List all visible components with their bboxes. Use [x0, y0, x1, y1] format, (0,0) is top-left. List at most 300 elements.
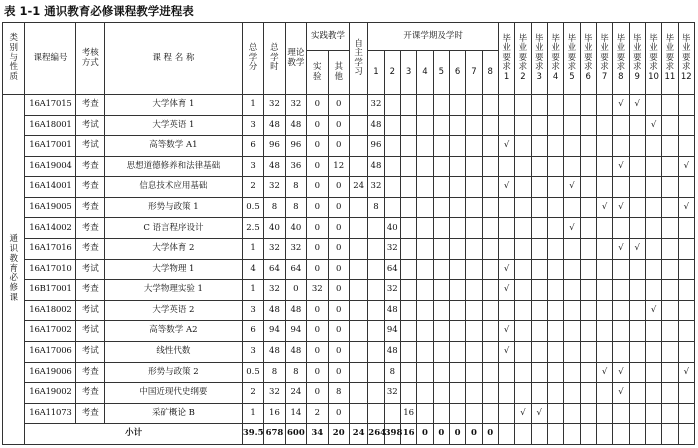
requirement-9-check	[629, 341, 645, 362]
header-assessment: 考核方式	[76, 23, 105, 95]
total-hours: 40	[264, 218, 285, 239]
total-hours: 8	[264, 197, 285, 218]
total-hours: 48	[264, 341, 285, 362]
self-study-hours	[349, 300, 367, 321]
semester-1-hours	[368, 280, 384, 301]
semester-8-hours	[482, 177, 498, 198]
semester-6-hours	[449, 321, 465, 342]
requirement-2-check	[515, 156, 531, 177]
requirement-8-check: √	[613, 95, 629, 116]
semester-5-hours	[433, 95, 449, 116]
other-hours: 0	[328, 239, 349, 260]
semester-4-hours	[417, 156, 433, 177]
experiment-hours: 2	[307, 403, 328, 424]
requirement-8-check	[613, 280, 629, 301]
requirement-12-check	[678, 300, 694, 321]
requirement-4-check	[547, 136, 563, 157]
requirement-3-check	[531, 115, 547, 136]
course-code: 16A19006	[25, 362, 76, 383]
assessment-type: 考试	[76, 115, 105, 136]
requirement-9-check	[629, 156, 645, 177]
semester-5-hours	[433, 136, 449, 157]
semester-6-hours	[449, 280, 465, 301]
total-credit: 2	[242, 383, 263, 404]
assessment-type: 考查	[76, 403, 105, 424]
requirement-6-check	[580, 321, 596, 342]
requirement-1-check	[498, 239, 514, 260]
requirement-4-check	[547, 300, 563, 321]
theory-hours: 8	[285, 177, 306, 198]
semester-2-hours	[384, 403, 400, 424]
header-sem-5: 5	[433, 51, 449, 95]
semester-6-hours	[449, 197, 465, 218]
semester-4-hours	[417, 115, 433, 136]
requirement-11-check	[662, 115, 678, 136]
course-name: 大学物理实验 1	[105, 280, 243, 301]
theory-hours: 36	[285, 156, 306, 177]
semester-1-hours	[368, 341, 384, 362]
table-row	[3, 239, 695, 260]
requirement-8-check	[613, 300, 629, 321]
semester-5-hours	[433, 177, 449, 198]
total-credit: 3	[242, 341, 263, 362]
requirement-7-check	[596, 403, 612, 424]
requirement-7-check	[596, 300, 612, 321]
experiment-hours: 0	[307, 383, 328, 404]
semester-2-hours-sum: 398	[384, 424, 400, 445]
requirement-4-check	[547, 115, 563, 136]
total-hours: 48	[264, 115, 285, 136]
experiment-hours: 0	[307, 362, 328, 383]
assessment-type: 考试	[76, 341, 105, 362]
semester-7-hours	[466, 321, 482, 342]
other-hours: 0	[328, 95, 349, 116]
requirement-5-check	[564, 341, 580, 362]
semester-6-hours	[449, 177, 465, 198]
header-sem-4: 4	[417, 51, 433, 95]
header-row-1	[3, 23, 695, 51]
semester-8-hours	[482, 218, 498, 239]
requirement-6-check	[580, 341, 596, 362]
table-row	[3, 300, 695, 321]
requirement-11-total-empty	[662, 424, 678, 445]
requirement-7-check	[596, 341, 612, 362]
assessment-type: 考查	[76, 197, 105, 218]
requirement-6-total-empty	[580, 424, 596, 445]
semester-8-hours	[482, 362, 498, 383]
total-credit: 1	[242, 280, 263, 301]
semester-5-hours	[433, 197, 449, 218]
total-credit: 0.5	[242, 197, 263, 218]
header-experiment: 实验	[307, 51, 328, 95]
self-study-hours	[349, 136, 367, 157]
semester-3-hours	[400, 362, 416, 383]
other-hours: 0	[328, 177, 349, 198]
semester-6-hours	[449, 362, 465, 383]
requirement-2-check	[515, 362, 531, 383]
requirement-12-check	[678, 218, 694, 239]
semester-3-hours	[400, 156, 416, 177]
requirement-9-total-empty	[629, 424, 645, 445]
semester-1-hours	[368, 383, 384, 404]
course-code: 16A11073	[25, 403, 76, 424]
semester-3-hours: 16	[400, 403, 416, 424]
theory-hours: 94	[285, 321, 306, 342]
requirement-2-check	[515, 280, 531, 301]
semester-8-hours	[482, 259, 498, 280]
experiment-hours: 32	[307, 280, 328, 301]
requirement-8-check: √	[613, 156, 629, 177]
requirement-8-check	[613, 218, 629, 239]
course-code: 16A18001	[25, 115, 76, 136]
theory-hours: 40	[285, 218, 306, 239]
course-code: 16A18002	[25, 300, 76, 321]
semester-5-hours	[433, 239, 449, 260]
semester-5-hours	[433, 156, 449, 177]
total-row	[3, 424, 695, 445]
requirement-1-check: √	[498, 280, 514, 301]
experiment-hours: 0	[307, 239, 328, 260]
requirement-2-check	[515, 115, 531, 136]
requirement-6-check	[580, 259, 596, 280]
semester-8-hours	[482, 197, 498, 218]
requirement-4-check	[547, 156, 563, 177]
total-credit: 4	[242, 259, 263, 280]
requirement-10-check	[645, 197, 661, 218]
header-course-code: 课程编号	[25, 23, 76, 95]
semester-2-hours: 8	[384, 362, 400, 383]
requirement-11-check	[662, 95, 678, 116]
other-hours: 0	[328, 280, 349, 301]
semester-7-hours	[466, 115, 482, 136]
requirement-9-check	[629, 259, 645, 280]
other-hours: 0	[328, 197, 349, 218]
semester-7-hours	[466, 218, 482, 239]
semester-1-hours: 8	[368, 197, 384, 218]
course-name: 信息技术应用基础	[105, 177, 243, 198]
requirement-9-check	[629, 280, 645, 301]
requirement-12-check: √	[678, 362, 694, 383]
requirement-3-check	[531, 136, 547, 157]
header-req-5: 毕业要求5	[564, 23, 580, 95]
requirement-7-check	[596, 259, 612, 280]
semester-4-hours	[417, 403, 433, 424]
total-hours: 32	[264, 239, 285, 260]
semester-3-hours	[400, 197, 416, 218]
other-hours: 0	[328, 300, 349, 321]
requirement-12-check	[678, 383, 694, 404]
semester-7-hours	[466, 300, 482, 321]
header-req-4: 毕业要求4	[547, 23, 563, 95]
requirement-4-check	[547, 177, 563, 198]
requirement-9-check	[629, 403, 645, 424]
requirement-6-check	[580, 197, 596, 218]
requirement-6-check	[580, 362, 596, 383]
requirement-10-check	[645, 259, 661, 280]
course-code: 16A19002	[25, 383, 76, 404]
self-study-hours	[349, 383, 367, 404]
semester-2-hours	[384, 95, 400, 116]
table-row	[3, 383, 695, 404]
semester-1-hours	[368, 321, 384, 342]
requirement-7-check: √	[596, 197, 612, 218]
other-hours: 0	[328, 218, 349, 239]
semester-1-hours	[368, 259, 384, 280]
requirement-5-check	[564, 280, 580, 301]
requirement-1-check	[498, 383, 514, 404]
semester-7-hours	[466, 403, 482, 424]
requirement-4-check	[547, 197, 563, 218]
course-name: 高等数学 A2	[105, 321, 243, 342]
requirement-5-check	[564, 156, 580, 177]
requirement-4-check	[547, 280, 563, 301]
semester-7-hours	[466, 239, 482, 260]
course-code: 16A17002	[25, 321, 76, 342]
other-hours-sum: 20	[328, 424, 349, 445]
requirement-3-check	[531, 218, 547, 239]
course-name: 形势与政策 2	[105, 362, 243, 383]
requirement-3-check	[531, 177, 547, 198]
self-study-hours	[349, 197, 367, 218]
semester-4-hours	[417, 197, 433, 218]
requirement-5-check	[564, 115, 580, 136]
requirement-6-check	[580, 403, 596, 424]
semester-3-hours	[400, 239, 416, 260]
header-semesters: 开课学期及学时	[368, 23, 499, 51]
theory-hours: 32	[285, 239, 306, 260]
semester-1-hours	[368, 218, 384, 239]
semester-4-hours-sum: 0	[417, 424, 433, 445]
header-req-11: 毕业要求11	[662, 23, 678, 95]
requirement-10-check	[645, 156, 661, 177]
theory-hours: 48	[285, 341, 306, 362]
course-name: 高等数学 A1	[105, 136, 243, 157]
semester-8-hours	[482, 403, 498, 424]
semester-1-hours	[368, 239, 384, 260]
semester-1-hours: 96	[368, 136, 384, 157]
requirement-5-check: √	[564, 177, 580, 198]
total-hours-sum: 678	[264, 424, 285, 445]
other-hours: 0	[328, 403, 349, 424]
requirement-5-total-empty	[564, 424, 580, 445]
course-code: 16B17001	[25, 280, 76, 301]
course-name: 中国近现代史纲要	[105, 383, 243, 404]
requirement-10-check	[645, 218, 661, 239]
requirement-7-check: √	[596, 362, 612, 383]
table-row	[3, 280, 695, 301]
assessment-type: 考查	[76, 362, 105, 383]
semester-7-hours	[466, 136, 482, 157]
requirement-6-check	[580, 115, 596, 136]
header-req-7: 毕业要求7	[596, 23, 612, 95]
requirement-10-check: √	[645, 115, 661, 136]
semester-7-hours-sum: 0	[466, 424, 482, 445]
course-name: 形势与政策 1	[105, 197, 243, 218]
total-credit: 3	[242, 115, 263, 136]
semester-4-hours	[417, 362, 433, 383]
experiment-hours: 0	[307, 259, 328, 280]
other-hours: 0	[328, 321, 349, 342]
self-study-hours	[349, 156, 367, 177]
course-plan-table	[2, 22, 695, 445]
experiment-hours: 0	[307, 177, 328, 198]
semester-4-hours	[417, 300, 433, 321]
requirement-1-check: √	[498, 259, 514, 280]
requirement-1-total-empty	[498, 424, 514, 445]
other-hours: 0	[328, 341, 349, 362]
requirement-12-check	[678, 341, 694, 362]
requirement-11-check	[662, 403, 678, 424]
requirement-7-check	[596, 156, 612, 177]
requirement-3-check	[531, 197, 547, 218]
course-code: 16A17006	[25, 341, 76, 362]
theory-hours: 8	[285, 362, 306, 383]
semester-2-hours: 32	[384, 280, 400, 301]
table-row	[3, 259, 695, 280]
assessment-type: 考试	[76, 136, 105, 157]
requirement-10-check	[645, 239, 661, 260]
requirement-1-check	[498, 218, 514, 239]
semester-6-hours	[449, 383, 465, 404]
requirement-1-check	[498, 197, 514, 218]
semester-2-hours	[384, 197, 400, 218]
semester-1-hours: 32	[368, 95, 384, 116]
requirement-12-check	[678, 136, 694, 157]
theory-hours: 0	[285, 280, 306, 301]
header-req-10: 毕业要求10	[645, 23, 661, 95]
theory-hours: 64	[285, 259, 306, 280]
requirement-11-check	[662, 136, 678, 157]
course-code: 16A17015	[25, 95, 76, 116]
semester-6-hours	[449, 300, 465, 321]
table-row	[3, 197, 695, 218]
semester-1-hours: 48	[368, 156, 384, 177]
requirement-10-check	[645, 321, 661, 342]
semester-8-hours	[482, 341, 498, 362]
assessment-type: 考查	[76, 239, 105, 260]
requirement-9-check	[629, 115, 645, 136]
requirement-9-check: √	[629, 95, 645, 116]
requirement-2-check	[515, 259, 531, 280]
self-study-hours	[349, 321, 367, 342]
requirement-5-check	[564, 259, 580, 280]
requirement-10-check	[645, 177, 661, 198]
category-cell: 通识教育必修课	[3, 95, 25, 445]
requirement-5-check	[564, 95, 580, 116]
course-code: 16A14001	[25, 177, 76, 198]
requirement-9-check	[629, 362, 645, 383]
semester-5-hours	[433, 341, 449, 362]
semester-2-hours: 32	[384, 383, 400, 404]
other-hours: 0	[328, 115, 349, 136]
semester-8-hours-sum: 0	[482, 424, 498, 445]
requirement-4-total-empty	[547, 424, 563, 445]
other-hours: 0	[328, 259, 349, 280]
requirement-4-check	[547, 341, 563, 362]
header-sem-1: 1	[368, 51, 384, 95]
assessment-type: 考查	[76, 95, 105, 116]
requirement-3-check	[531, 300, 547, 321]
semester-3-hours	[400, 115, 416, 136]
requirement-3-check	[531, 95, 547, 116]
total-hours: 48	[264, 300, 285, 321]
requirement-10-check	[645, 280, 661, 301]
requirement-6-check	[580, 383, 596, 404]
semester-7-hours	[466, 197, 482, 218]
semester-7-hours	[466, 341, 482, 362]
total-hours: 48	[264, 156, 285, 177]
requirement-11-check	[662, 362, 678, 383]
requirement-12-check	[678, 177, 694, 198]
theory-hours-sum: 600	[285, 424, 306, 445]
requirement-11-check	[662, 280, 678, 301]
header-sem-7: 7	[466, 51, 482, 95]
header-req-8: 毕业要求8	[613, 23, 629, 95]
semester-2-hours	[384, 136, 400, 157]
requirement-2-check	[515, 136, 531, 157]
requirement-4-check	[547, 95, 563, 116]
other-hours: 12	[328, 156, 349, 177]
requirement-5-check: √	[564, 218, 580, 239]
total-credit: 2	[242, 177, 263, 198]
requirement-11-check	[662, 259, 678, 280]
self-study-hours	[349, 115, 367, 136]
requirement-8-check	[613, 403, 629, 424]
course-name: 大学物理 1	[105, 259, 243, 280]
requirement-10-check	[645, 383, 661, 404]
header-practice: 实践教学	[307, 23, 350, 51]
requirement-10-check	[645, 341, 661, 362]
semester-7-hours	[466, 259, 482, 280]
semester-8-hours	[482, 136, 498, 157]
other-hours: 0	[328, 136, 349, 157]
semester-8-hours	[482, 115, 498, 136]
header-sem-8: 8	[482, 51, 498, 95]
requirement-7-check	[596, 136, 612, 157]
theory-hours: 32	[285, 95, 306, 116]
total-credit: 2.5	[242, 218, 263, 239]
experiment-hours: 0	[307, 341, 328, 362]
semester-5-hours	[433, 362, 449, 383]
assessment-type: 考查	[76, 280, 105, 301]
semester-6-hours	[449, 115, 465, 136]
assessment-type: 考查	[76, 383, 105, 404]
table-row	[3, 341, 695, 362]
requirement-6-check	[580, 156, 596, 177]
semester-4-hours	[417, 383, 433, 404]
requirement-9-check	[629, 300, 645, 321]
requirement-8-check	[613, 259, 629, 280]
course-name: 大学英语 1	[105, 115, 243, 136]
requirement-8-check	[613, 136, 629, 157]
requirement-12-check	[678, 95, 694, 116]
self-study-hours	[349, 280, 367, 301]
semester-2-hours	[384, 156, 400, 177]
course-name: 大学英语 2	[105, 300, 243, 321]
requirement-3-check	[531, 259, 547, 280]
header-course-name: 课 程 名 称	[105, 23, 243, 95]
experiment-hours: 0	[307, 197, 328, 218]
course-name: 线性代数	[105, 341, 243, 362]
theory-hours: 14	[285, 403, 306, 424]
total-hours: 16	[264, 403, 285, 424]
requirement-12-check: √	[678, 197, 694, 218]
requirement-9-check	[629, 136, 645, 157]
experiment-hours-sum: 34	[307, 424, 328, 445]
requirement-3-check	[531, 321, 547, 342]
requirement-11-check	[662, 321, 678, 342]
requirement-12-check: √	[678, 156, 694, 177]
